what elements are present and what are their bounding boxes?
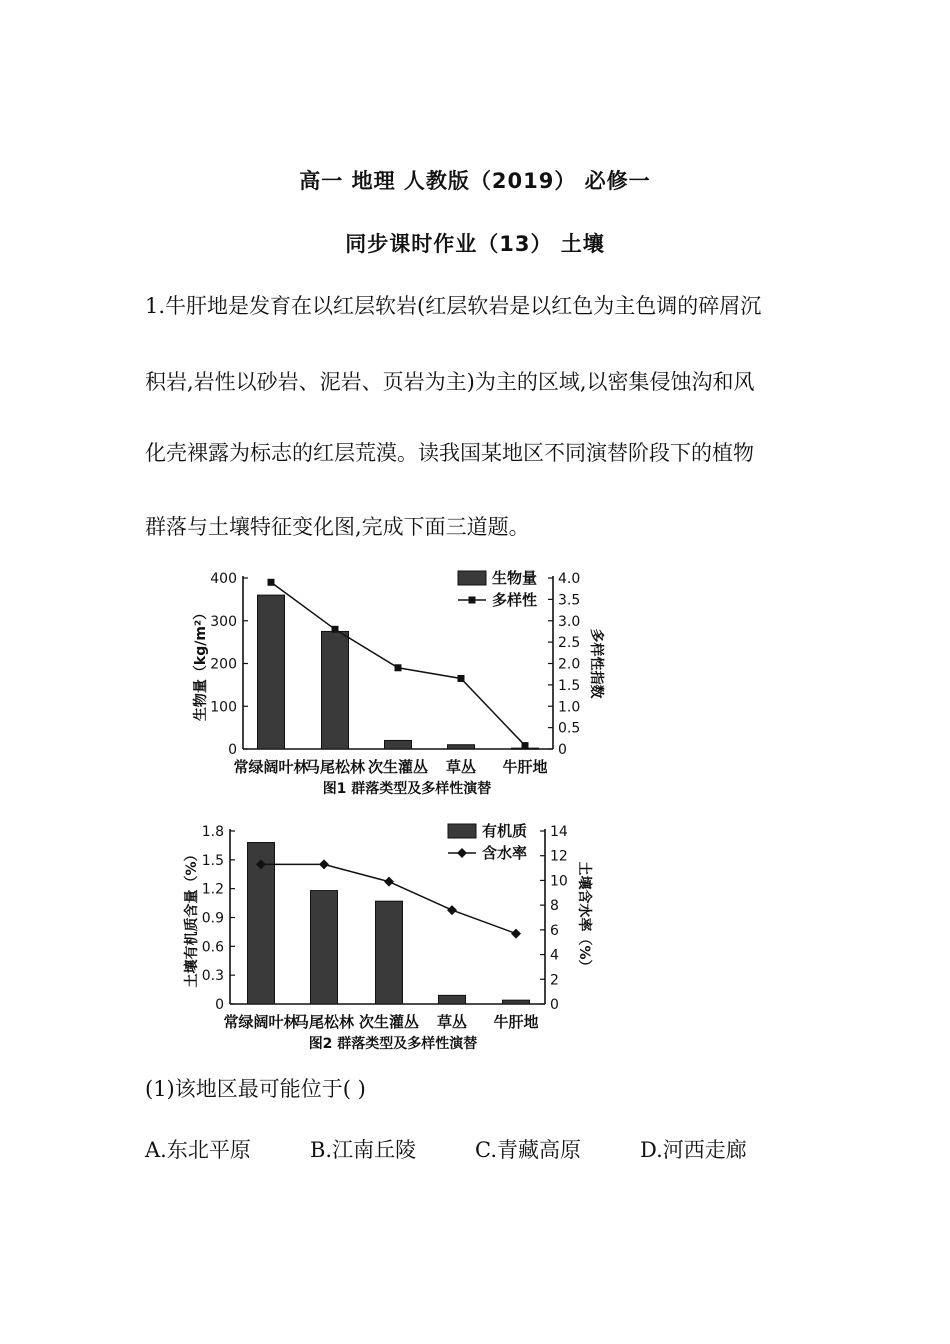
fig2-category-label: 马尾松林	[293, 1013, 355, 1031]
fig1-line-point	[268, 579, 275, 586]
sub-question: (1)该地区最可能位于( )	[145, 1077, 366, 1101]
fig2-category-label: 常绿阔叶林	[223, 1013, 299, 1031]
fig1-y2tick-label: 3.0	[558, 613, 581, 630]
fig2-y2tick-label: 2	[550, 972, 559, 989]
fig1-legend-line-marker	[469, 597, 476, 604]
fig2-line-point	[447, 905, 457, 915]
option-d[interactable]: D.河西走廊	[640, 1138, 747, 1162]
question-line-2: 积岩,岩性以砂岩、泥岩、页岩为主)为主的区域,以密集侵蚀沟和风	[145, 370, 755, 394]
page-title: 高一 地理 人教版（2019） 必修一	[299, 169, 651, 193]
fig2-category-label: 草丛	[436, 1013, 468, 1031]
fig1-category-label: 马尾松林	[304, 758, 366, 776]
fig2-ytick-label: 0.9	[201, 910, 224, 927]
fig2-bar	[376, 901, 403, 1004]
fig2-legend-bar-swatch	[448, 824, 476, 838]
fig2-category-label: 牛肝地	[493, 1013, 539, 1031]
fig2-legend-bar-label: 有机质	[482, 822, 528, 840]
fig2-ytick-label: 0	[215, 997, 224, 1013]
fig2-category-label: 次生灌丛	[358, 1013, 420, 1031]
fig1-ytick-label: 200	[210, 656, 237, 673]
fig2-bar	[503, 1000, 530, 1004]
option-b[interactable]: B.江南丘陵	[310, 1138, 417, 1162]
fig2-ytick-label: 1.5	[201, 852, 224, 869]
fig1-y2tick-label: 1.5	[558, 677, 581, 694]
fig2-line-point	[511, 929, 521, 939]
page-subtitle: 同步课时作业（13） 土壤	[345, 232, 605, 256]
fig1-y2tick-label: 3.5	[558, 592, 581, 609]
fig1-bar	[385, 740, 412, 749]
fig1-ylabel: 生物量（kg/m²）	[193, 605, 209, 722]
fig2-ytick-label: 0.6	[201, 939, 224, 956]
fig1-y2label: 多样性指数	[588, 628, 604, 699]
fig2-bar	[439, 995, 466, 1004]
fig1-y2tick-label: 2.0	[558, 656, 581, 673]
fig1-bar	[448, 745, 475, 749]
fig1-y2tick-label: 4.0	[558, 571, 581, 587]
option-a[interactable]: A.东北平原	[145, 1138, 251, 1162]
fig2-ylabel: 土壤有机质含量（%）	[184, 847, 200, 988]
fig1-category-label: 常绿阔叶林	[233, 758, 309, 776]
fig2-bar	[311, 891, 338, 1004]
fig1-ytick-label: 100	[210, 699, 237, 716]
fig1-ytick-label: 300	[210, 613, 237, 630]
fig1-category-label: 牛肝地	[502, 758, 548, 776]
fig2-y2tick-label: 6	[550, 922, 559, 939]
question-line-3: 化壳裸露为标志的红层荒漠。读我国某地区不同演替阶段下的植物	[145, 441, 754, 465]
fig2-y2tick-label: 12	[550, 848, 568, 865]
fig2-line-point	[319, 859, 329, 869]
fig1-line-series	[271, 582, 525, 745]
fig1-line-point	[395, 664, 402, 671]
fig1-bar	[258, 595, 285, 749]
fig1-legend-bar-label: 生物量	[492, 569, 538, 587]
fig1-y2tick-label: 0.5	[558, 720, 581, 737]
fig1-y2tick-label: 2.5	[558, 635, 581, 652]
fig2-legend-line-marker	[457, 848, 467, 858]
question-line-4: 群落与土壤特征变化图,完成下面三道题。	[145, 515, 530, 539]
fig1-y2tick-label: 0	[558, 742, 567, 758]
fig1-caption: 图1 群落类型及多样性演替	[322, 781, 492, 797]
fig1-y2tick-label: 1.0	[558, 699, 581, 716]
fig2-ytick-label: 1.2	[201, 881, 224, 898]
fig2-caption: 图2 群落类型及多样性演替	[308, 1036, 478, 1052]
fig1-line-point	[332, 626, 339, 633]
fig1-ytick-label: 0	[228, 742, 237, 758]
fig1-ytick-label: 400	[210, 571, 237, 587]
fig2-legend-line-label: 含水率	[482, 844, 528, 862]
fig2-line-point	[384, 877, 394, 887]
fig2-ytick-label: 0.3	[201, 968, 224, 985]
fig2-y2tick-label: 10	[550, 873, 568, 890]
fig1-legend-line-label: 多样性	[492, 591, 538, 609]
fig2-y2tick-label: 8	[550, 898, 559, 915]
fig2-y2tick-label: 4	[550, 947, 559, 964]
option-c[interactable]: C.青藏高原	[475, 1138, 581, 1162]
fig1-category-label: 草丛	[445, 758, 477, 776]
fig2-y2tick-label: 14	[550, 824, 568, 840]
fig2-y2tick-label: 0	[550, 997, 559, 1013]
question-line-1: 1.牛肝地是发育在以红层软岩(红层软岩是以红色为主色调的碎屑沉	[145, 294, 762, 318]
fig1-category-label: 次生灌丛	[367, 758, 429, 776]
fig1-bar	[322, 631, 349, 749]
fig2-y2label: 土壤含水率（%）	[576, 861, 592, 974]
fig2-ytick-label: 1.8	[201, 824, 224, 840]
fig1-line-point	[458, 675, 465, 682]
fig1-line-point	[522, 742, 529, 749]
fig1-legend-bar-swatch	[458, 571, 486, 585]
